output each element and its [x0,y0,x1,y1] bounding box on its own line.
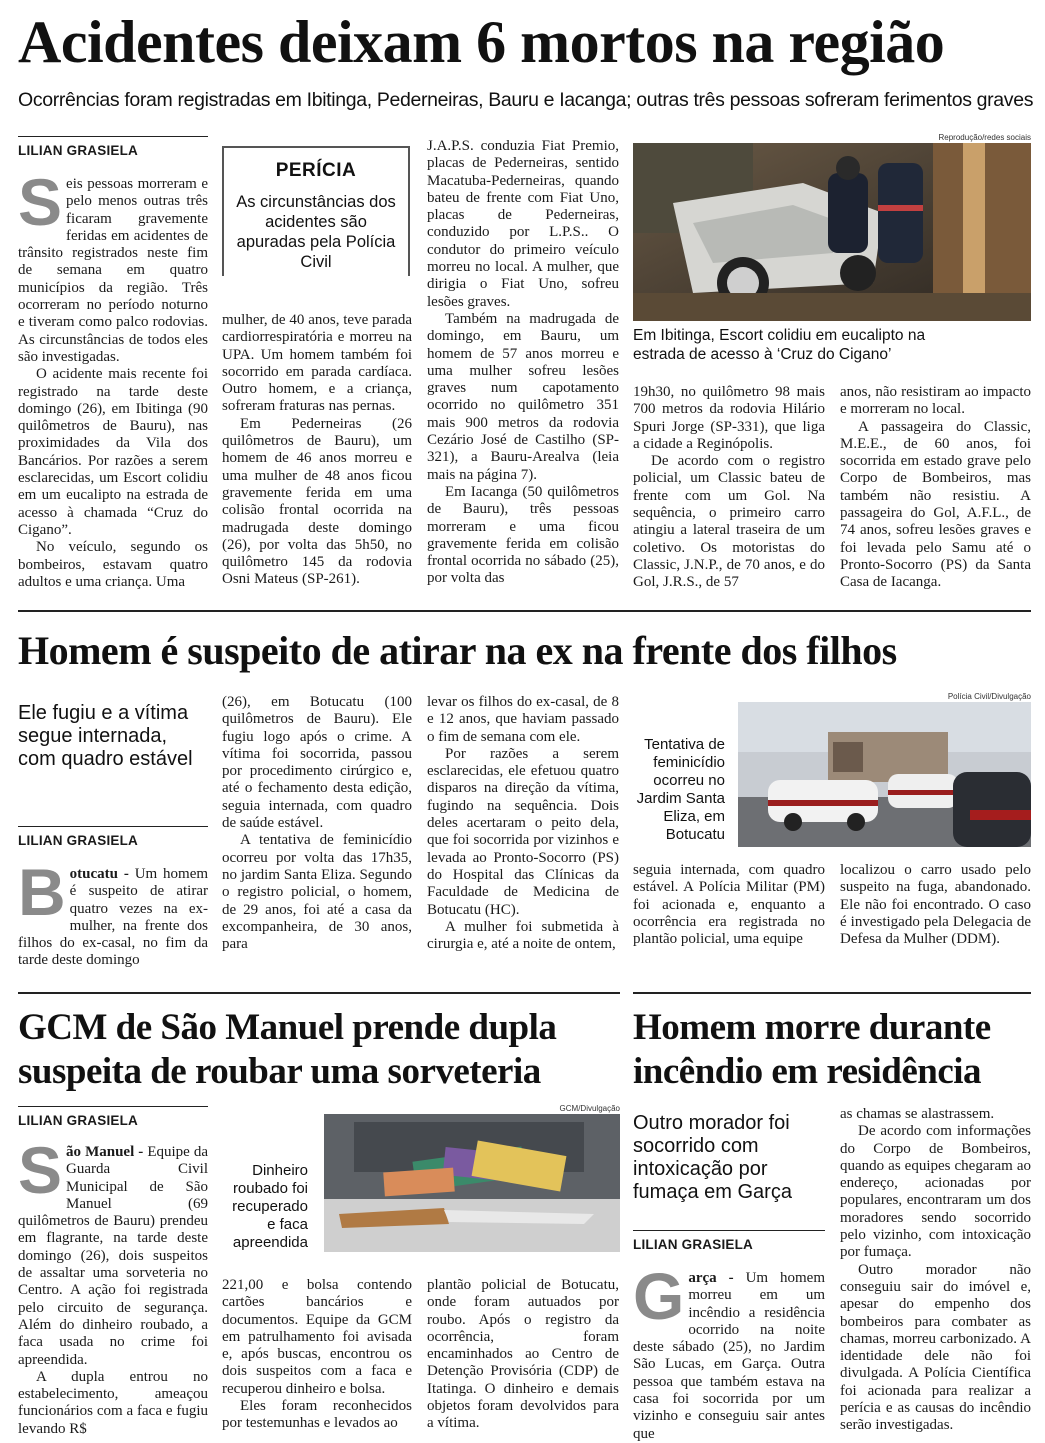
paragraph: De acordo com o registro policial, um Classic bateu de frente com um Gol. Na sequência, o primeiro carro atingiu a lateral traseira de um coletivo. Os motoristas do Classic, J.N.P., de 70 anos, e do Gol, J.R.S., de 57 [633,453,825,591]
paragraph: A dupla entrou no estabelecimento, ameaçou funcionários com a faca e fugiu levando R$ [18,1368,208,1437]
story2-column-5 [840,862,1031,962]
paragraph: A passageira do Classic, M.E.E., de 60 anos, foi socorrida em estado grave pelo Corpo de Bombeiros, mas também não resistiu. A passageira do Gol, A.F.L., de 74 anos, sofreu lesões graves e foi levada pelo Samu até o Pronto-Socorro (PS) da Santa Casa de Iacanga. [840,418,1031,591]
story1-byline: LILIAN GRASIELA [18,136,208,158]
paragraph: 19h30, no quilômetro 98 mais 700 metros da rodovia Hilário Spuri Jorge (SP-331), que liga a cidade a Reginópolis. [633,384,825,452]
paragraph: Outro morador não conseguiu sair do imóvel e, apesar do empenho dos bombeiros para combater as chamas, morreu carbonizado. A identidade dele não foi divulgada. A Polícia Científica foi acionada para realizar a perícia e as causas do incêndio serão investigadas. [840,1261,1031,1434]
paragraph: Um homem é suspeito de atirar quatro vezes na ex-mulher, na frente dos filhos do ex-casal, no fim da tarde deste domingo [18,866,209,969]
story2-column-2 [222,694,412,962]
story4-headline: Homem morre durante incêndio em residência [633,1007,991,1092]
paragraph: No veículo, segundo os bombeiros, estavam quatro adultos e uma criança. Uma [18,539,208,590]
paragraph: 221,00 e bolsa contendo cartões bancários e documentos. Equipe da GCM em patrulhamento foi avisada e, após buscas, encontrou os dois suspeitos com a faca e recuperou dinheiro e bolsa. [222,1277,412,1397]
paragraph: O acidente mais recente foi registrado na tarde deste domingo (26), em Ibitinga (90 quilômetros de Bauru), nas proximidades da Vila dos Bancários. Por razões a serem esclarecidas, um Escort colidiu em um eucalipto na estrada de acesso à chamada “Cruz do Cigano”. [18,366,208,538]
story4-column-2 [840,1106,1031,1434]
drop-cap: S [18,165,63,239]
story3-headline: GCM de São Manuel prende dupla suspeita de roubar uma sorveteria [18,1007,557,1092]
drop-cap: S [18,1133,63,1207]
police-scene-photo [738,702,1031,847]
story2-photo-caption: Tentativa de feminicídio ocorreu no Jardim Santa Eliza, em Botucatu [636,736,725,843]
story1-column-2 [222,312,412,588]
pericia-box-title: PERÍCIA [275,160,357,181]
paragraph: plantão policial de Botucatu, onde foram autuados por roubo. Após o registro da ocorrência, foram encaminhados ao Centro de Detenção Provisória (CDP) de Itatinga. O dinheiro e demais objetos foram devolvidos para a vítima. [427,1277,619,1432]
story3-byline: LILIAN GRASIELA [18,1106,208,1128]
paragraph: De acordo com informações do Corpo de Bombeiros, quando as equipes chegaram ao endereço, acionadas por populares, encontraram um dos moradores sendo socorrido pelo vizinho, com intoxicação por fumaça. [840,1123,1031,1261]
paragraph: (26), em Botucatu (100 quilômetros de Bauru). Ele fugiu logo após o crime. A vítima foi socorrida, passou por procedimento cirúrgico e, até o fechamento desta edição, seguia internada, com quadro de saúde estável. [222,694,412,832]
story1-subhead: Ocorrências foram registradas em Ibitinga, Pederneiras, Bauru e Iacanga; outras três pessoas sofreram ferimentos graves [18,89,1034,111]
story3-column-1 [18,1133,208,1437]
section-divider [633,992,1031,994]
paragraph: levar os filhos do ex-casal, de 8 e 12 anos, que haviam passado o fim de semana com ele. [427,694,619,745]
pericia-box-text: As circunstâncias dos acidentes são apuradas pela Polícia Civil [236,193,396,271]
paragraph: Um homem morreu em um incêndio a residência ocorrido na noite deste sábado (25), no Jardim São Lucas, em Garça. Outra pessoa que também estava na casa foi socorrida por um vizinho e conseguiu sair antes que [633,1270,826,1442]
pericia-box [222,146,410,276]
paragraph: Equipe da Guarda Civil Municipal de São Manuel (69 quilômetros de Bauru) prendeu em flagrante, na tarde deste domingo (26), dois suspeitos de assaltar uma sorveteria no Centro. A ação foi registrada pelo circuito de segurança. Além do dinheiro roubado, a faca usada no crime foi apreendida. [18,1144,208,1368]
dateline: ão Manuel - [66,1144,144,1160]
drop-cap: B [18,855,66,929]
section-divider [18,992,620,994]
police-cars-image [738,702,1031,847]
story3-column-2 [222,1277,412,1432]
paragraph: Eles foram reconhecidos por testemunhas e levados ao [222,1398,412,1432]
paragraph: as chamas se alastrassem. [840,1106,995,1122]
story1-column-3 [427,138,619,588]
story2-column-1 [18,855,209,969]
story2-subhead: Ele fugiu e a vítima segue internada, com quadro estável [18,702,193,770]
paragraph: Em Iacanga (50 quilômetros de Bauru), três pessoas morreram e uma ficou gravemente ferida em colisão frontal ocorrida no sábado (25), por volta das [427,483,619,587]
seized-items-photo [324,1114,620,1252]
paragraph: Também na madrugada de domingo, em Bauru, um homem de 57 anos morreu e uma mulher sofreu lesões graves num capotamento ocorrido no quilômetro 351 mais 900 metros da rodovia Cezário José de Castilho (SP-321), a Bauru-Arealva (leia mais na página 7). [427,310,619,483]
photo-credit: Polícia Civil/Divulgação [947,692,1031,701]
paragraph: mulher, de 40 anos, teve parada cardiorrespiratória e morreu na UPA. Um homem também foi socorrido em parada cardíaca. Outro homem, e a criança, sofreram fraturas nas pernas. [222,312,412,415]
paragraph: seguia internada, com quadro estável. A Polícia Militar (PM) foi acionada e, enquanto a ocorrência era registrada no plantão policial, uma equipe [633,862,825,948]
section-divider [18,610,1031,612]
story1-column-5 [840,384,1031,591]
story1-photo-caption: Em Ibitinga, Escort colidiu em eucalipto na estrada de acesso à ‘Cruz do Cigano’ [633,327,926,363]
accident-photo [633,143,1031,321]
photo-credit: Reprodução/redes sociais [938,133,1031,142]
story1-headline: Acidentes deixam 6 mortos na região [18,9,945,75]
paragraph: A mulher foi submetida à cirurgia e, até a noite de ontem, [427,918,619,953]
paragraph: Em Pederneiras (26 quilômetros de Bauru), um homem de 46 anos morreu e uma mulher de 48 anos ficou gravemente ferida em uma colisão frontal ocorrida na madrugada deste domingo (26), por volta das 5h50, no quilômetro 145 da rodovia Osni Mateus (SP-261). [222,415,412,588]
story3-photo-caption: Dinheiro roubado foi recuperado e faca apreendida [232,1162,308,1251]
paragraph: anos, não resistiram ao impacto e morreram no local. [840,384,1031,418]
story4-byline: LILIAN GRASIELA [633,1230,825,1252]
story1-column-1 [18,165,208,590]
crashed-car-image [633,143,1031,321]
story2-byline: LILIAN GRASIELA [18,826,208,848]
paragraph: A tentativa de feminicídio ocorreu por volta das 17h35, no jardim Santa Eliza. Segundo o registro policial, o homem, de 29 anos, foi até a casa da excompanheira, de 30 anos, para [222,832,412,953]
drop-cap: G [633,1259,685,1333]
story3-column-3 [427,1277,619,1432]
story2-column-4 [633,862,825,962]
story4-subhead: Outro morador foi socorrido com intoxicação por fumaça em Garça [633,1112,792,1203]
photo-credit: GCM/Divulgação [559,1104,620,1113]
paragraph: eis pessoas morreram e pelo menos outras três ficaram gravemente feridas em acidentes de trânsito registrados neste fim de semana em quatro municípios da região. Três ocorreram no período noturno e tiveram como palco rodovias. As circunstâncias de todos eles são investigadas. [18,176,208,365]
dateline: arça - [688,1270,734,1286]
paragraph: J.A.P.S. conduzia Fiat Premio, placas de Pederneiras, sentido Macatuba-Pederneiras, quando bateu de frente com Fiat Uno, placas de Pederneiras, conduzido por L.P.S.. O condutor do primeiro veículo morreu no local. A mulher, que dirigia o Fiat Uno, sofreu lesões graves. [427,138,619,310]
story1-column-4 [633,384,825,591]
story2-headline: Homem é suspeito de atirar na ex na frente dos filhos [18,628,897,673]
story2-column-3 [427,694,619,962]
paragraph: localizou o carro usado pelo suspeito na fuga, abandonado. Ele não foi encontrado. O caso é investigado pela Delegacia de Defesa da Mulher (DDM). [840,862,1031,948]
story4-column-1 [633,1259,826,1442]
paragraph: Por razões a serem esclarecidas, ele efetuou quatro disparos na direção da vítima, fugindo na sequência. Dois deles acertaram o peito dela, que foi socorrida por vizinhos e levada ao Pronto-Socorro (PS) do Hospital das Clínicas da Faculdade de Medicina de Botucatu (HC). [427,745,619,918]
money-and-knife-image [324,1114,620,1252]
dateline: otucatu - [69,866,129,882]
